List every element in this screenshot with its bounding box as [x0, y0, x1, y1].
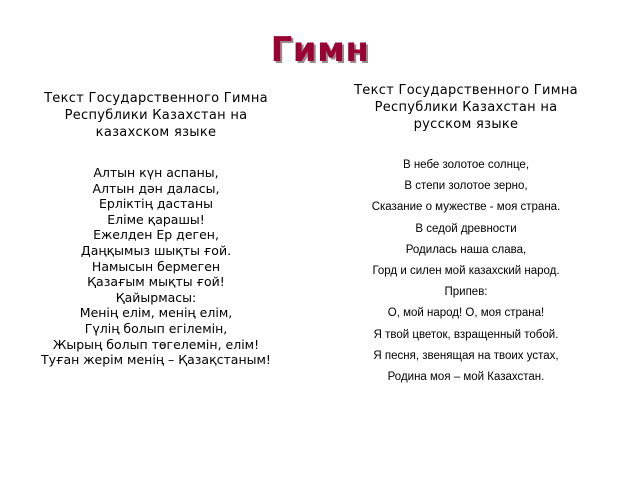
kazakh-section-heading — [20, 90, 292, 141]
kazakh-heading-line: Республики Казахстан на — [64, 108, 248, 123]
russian-lyric-line: В седой древности — [415, 222, 517, 235]
kazakh-verse — [20, 165, 292, 368]
russian-heading-line: русском языке — [413, 117, 519, 132]
kazakh-lyric-line: Намысын бермеген — [91, 258, 221, 274]
kazakh-lyric-line: Еліме қарашы! — [107, 211, 205, 227]
kazakh-lyric-line: Жырың болып төгелемін, елім! — [52, 336, 260, 352]
russian-lyric-line: Я песня, звенящая на твоих устах, — [373, 349, 559, 362]
russian-heading-line: Текст Государственного Гимна — [354, 83, 578, 98]
kazakh-refrain-label: Қайырмасы: — [115, 289, 197, 305]
russian-lyric-line: Горд и силен мой казахский народ. — [372, 264, 560, 277]
kazakh-heading-line: Текст Государственного Гимна — [44, 91, 268, 106]
kazakh-lyric-line: Ежелден Ер деген, — [93, 227, 219, 243]
russian-lyrics-column — [335, 82, 597, 391]
russian-lyric-line: Сказание о мужестве - моя страна. — [371, 201, 561, 214]
kazakh-lyric-line: Туған жерім менің – Қазақстаным! — [41, 352, 271, 368]
russian-lyric-line: О, мой народ! О, моя страна! — [387, 307, 545, 320]
russian-lyric-line: В небе золотое солнце, — [402, 159, 530, 171]
russian-verse — [335, 158, 597, 384]
russian-lyric-line: Родина моя – мой Казахстан. — [387, 370, 545, 383]
kazakh-lyric-line: Алтын дән даласы, — [92, 180, 220, 196]
russian-heading-line: Республики Казахстан на — [374, 100, 558, 115]
kazakh-lyric-line: Даңқымыз шықты ғой. — [80, 242, 232, 258]
russian-refrain-label: Припев: — [444, 286, 488, 299]
kazakh-lyric-line: Менің елім, менің елім, — [79, 305, 233, 321]
russian-lyric-line: Родилась наша слава, — [405, 243, 527, 256]
russian-lyric-line: Я твой цветок, взращенный тобой. — [373, 328, 559, 341]
russian-lyric-line: В степи золотое зерно, — [404, 180, 528, 193]
russian-section-heading — [335, 82, 597, 133]
kazakh-lyric-line: Гүлің болып егілемін, — [84, 320, 228, 336]
kazakh-lyric-line: Қазағым мықты ғой! — [87, 274, 225, 290]
kazakh-lyric-line: Алтын күн аспаны, — [93, 165, 219, 180]
kazakh-heading-line: казахском языке — [95, 125, 217, 140]
page-title: Гимн — [270, 30, 370, 70]
kazakh-lyrics-column — [20, 90, 292, 368]
kazakh-lyric-line: Ерліктің дастаны — [99, 196, 213, 212]
